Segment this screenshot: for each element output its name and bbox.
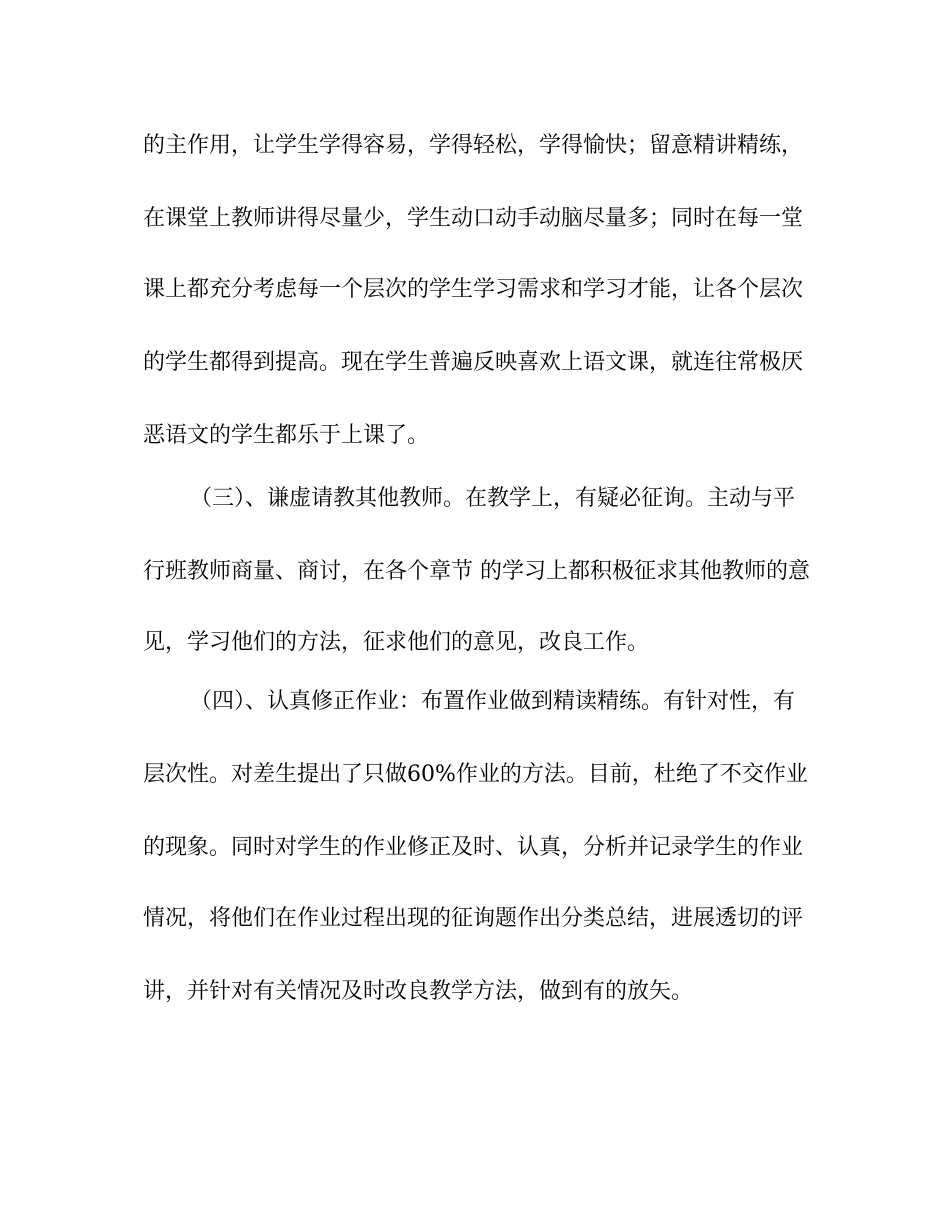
text-line: 情况，将他们在作业过程出现的征询题作出分类总结，进展透切的评	[143, 906, 804, 931]
text-line: 的学生都得到提高。现在学生普遍反映喜欢上语文课，就连往常极厌	[143, 350, 804, 375]
text-line: 行班教师商量、商讨，在各个章节 的学习上都积极征求其他教师的意	[143, 559, 810, 584]
text-line: 的主作用，让学生学得容易，学得轻松，学得愉快；留意精讲精练，	[143, 133, 804, 158]
paragraph-heading-4: （四）、认真修正作业：布置作业做到精读精练。有针对性，有	[190, 689, 796, 714]
text-line: 见，学习他们的方法，征求他们的意见，改良工作。	[143, 630, 650, 655]
text-line: 的现象。同时对学生的作业修正及时、认真，分析并记录学生的作业	[143, 835, 804, 860]
text-line: 在课堂上教师讲得尽量少，学生动口动手动脑尽量多；同时在每一堂	[143, 206, 804, 231]
text-line: 层次性。对差生提出了只做60%作业的方法。目前，杜绝了不交作业	[143, 762, 808, 787]
paragraph-heading-3: （三）、谦虚请教其他教师。在教学上，有疑必征询。主动与平	[190, 486, 796, 511]
text-line: 恶语文的学生都乐于上课了。	[143, 423, 430, 448]
text-line: 讲，并针对有关情况及时改良教学方法，做到有的放矢。	[143, 979, 694, 1004]
text-line: 课上都充分考虑每一个层次的学生学习需求和学习才能，让各个层次	[143, 277, 804, 302]
